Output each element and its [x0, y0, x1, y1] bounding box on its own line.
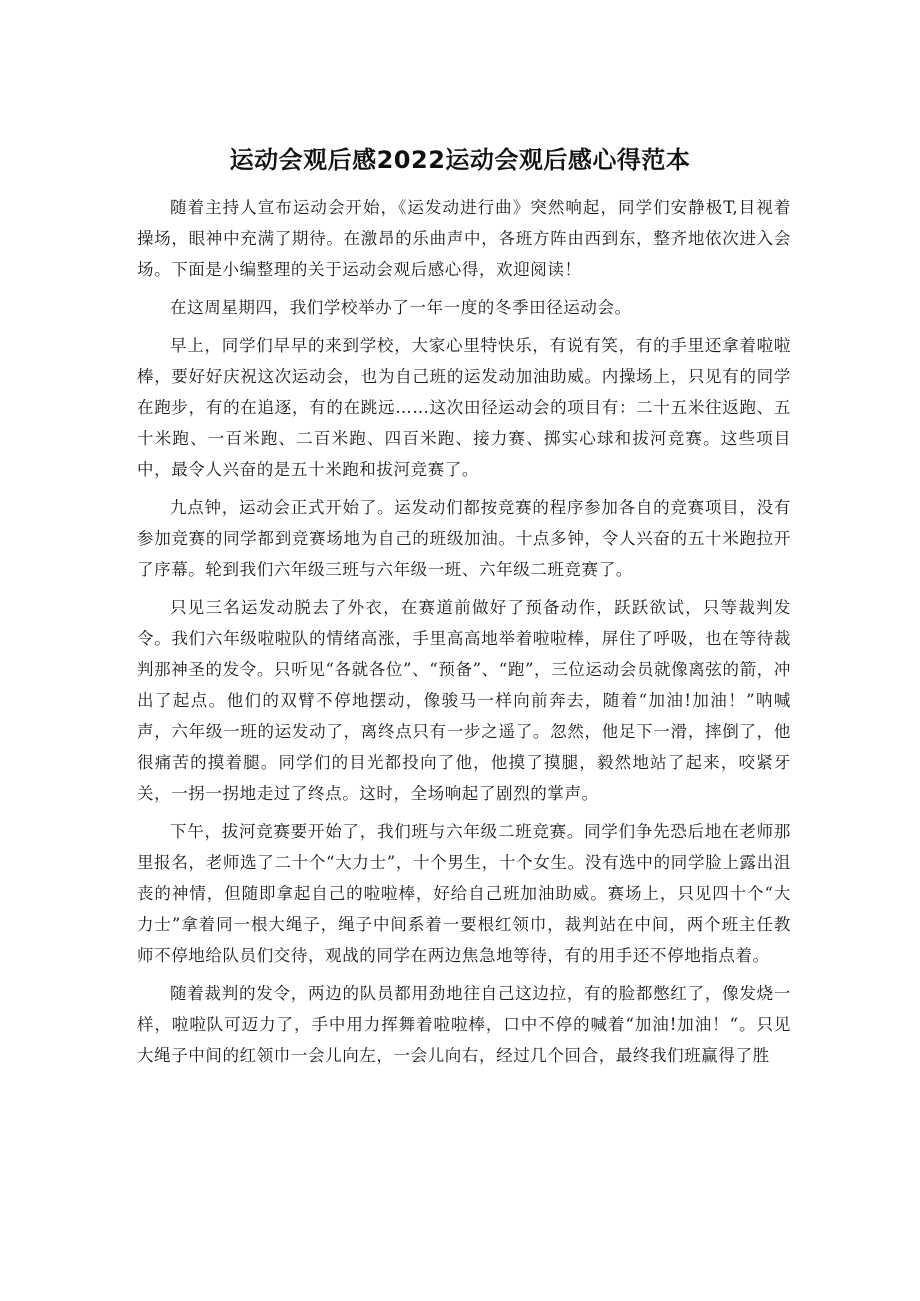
paragraph-1: 随着主持人宣布运动会开始，《运发动进行曲》突然响起，同学们安静极T,目视着操场，眼神中充满了期待。在激昂的乐曲声中，各班方阵由西到东，整齐地依次进入会场。下面是小编整理的关于运动会观后感心得，欢迎阅读！ — [137, 198, 791, 279]
paragraph-7: 随着裁判的发令，两边的队员都用劲地往自己这边拉，有的脸都憋红了，像发烧一样，啦啦队可迈力了，手中用力挥舞着啦啦棒，口中不停的喊着“加油!加油！“。只见大绳子中间的红领巾一会儿向左，一会儿向右，经过几个回合，最终我们班赢得了胜 — [137, 984, 791, 1065]
paragraph-4: 九点钟，运动会正式开始了。运发动们都按竞赛的程序参加各自的竞赛项目，没有参加竞赛的同学都到竞赛场地为自己的班级加油。十点多钟，令人兴奋的五十米跑拉开了序幕。轮到我们六年级三班与六年级一班、六年级二班竞赛了。 — [137, 498, 791, 579]
paragraph-5: 只见三名运发动脱去了外衣，在赛道前做好了预备动作，跃跃欲试，只等裁判发令。我们六年级啦啦队的情绪高涨，手里高高地举着啦啦棒，屏住了呼吸，也在等待裁判那神圣的发令。只听见“各就各位”、“预备”、“跑”，三位运动会员就像离弦的箭，冲出了起点。他们的双臂不停地摆动，像骏马一样向前奔去，随着“加油!加油！”呐喊声，六年级一班的运发动了，离终点只有一步之遥了。忽然，他足下一滑，摔倒了，他很痛苦的摸着腿。同学们的目光都投向了他，他摸了摸腿，毅然地站了起来，咬紧牙关，一拐一拐地走过了终点。这时，全场响起了剧烈的掌声。 — [137, 598, 791, 803]
document-title: 运动会观后感2022运动会观后感心得范本 — [229, 146, 691, 174]
paragraph-2: 在这周星期四，我们学校举办了一年一度的冬季田径运动会。 — [170, 298, 632, 317]
paragraph-6: 下午，拔河竞赛要开始了，我们班与六年级二班竞赛。同学们争先恐后地在老师那里报名，老师选了二十个“大力士”，十个男生，十个女生。没有选中的同学脸上露出沮丧的神情，但随即拿起自己的啦啦棒，好给自己班加油助威。赛场上，只见四十个“大力士”拿着同一根大绳子，绳子中间系着一要根红领巾，裁判站在中间，两个班主任教师不停地给队员们交待，观战的同学在两边焦急地等待，有的用手还不停地指点着。 — [137, 822, 791, 965]
paragraph-3: 早上，同学们早早的来到学校，大家心里特快乐，有说有笑，有的手里还拿着啦啦棒，要好好庆祝这次运动会，也为自己班的运发动加油助威。内操场上，只见有的同学在跑步，有的在追逐，有的在跳远……这次田径运动会的项目有：二十五米往返跑、五十米跑、一百米跑、二百米跑、四百米跑、接力赛、掷实心球和拔河竞赛。这些项目中，最令人兴奋的是五十米跑和拔河竞赛了。 — [137, 336, 791, 479]
document-body — [137, 192, 791, 1078]
